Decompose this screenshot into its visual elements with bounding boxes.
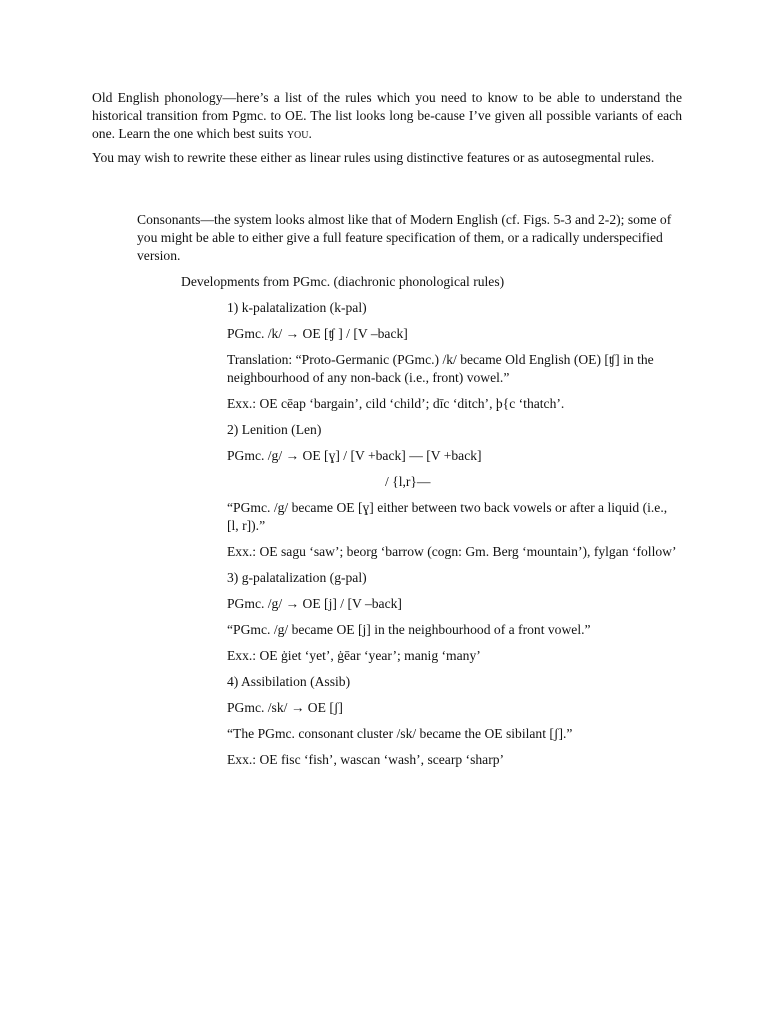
rule-kpal-examples: Exx.: OE cēap ‘bargain’, cild ‘child’; dīc ‘ditch’, þ{c ‘thatch’. — [227, 396, 565, 411]
rule-assib-translation: “The PGmc. consonant cluster /sk/ became the OE sibilant [ʃ].” — [227, 726, 573, 741]
developments-heading: Developments from PGmc. (diachronic phonological rules) — [181, 274, 505, 289]
intro-paragraph-2: You may wish to rewrite these either as linear rules using distinctive features or as autosegmental rules. — [92, 150, 655, 165]
rule-gpal-title: 3) g-palatalization (g-pal) — [227, 570, 367, 585]
rule-gpal-translation: “PGmc. /g/ became OE [j] in the neighbourhood of a front vowel.” — [227, 622, 591, 637]
rule-kpal-formula: PGmc. /k/ → OE [ʧ ] / [V –back] — [227, 326, 408, 341]
rules-list — [227, 299, 679, 777]
rule-assib-formula: PGmc. /sk/ → OE [ʃ] — [227, 700, 343, 715]
rule-assib-title: 4) Assibilation (Assib) — [227, 674, 351, 689]
rule-len-formula-environment: / {l,r}— — [385, 474, 431, 489]
rule-gpal-formula: PGmc. /g/ → OE [j] / [V –back] — [227, 596, 402, 611]
rule-len-title: 2) Lenition (Len) — [227, 422, 322, 437]
rule-len-formula: PGmc. /g/ → OE [ɣ] / [V +back] — [V +back] — [227, 448, 482, 463]
intro-paragraph-1 — [92, 89, 682, 143]
consonants-paragraph: Consonants—the system looks almost like that of Modern English (cf. Figs. 5-3 and 2-2); some of you might be able to either give a full feature specification of them, or a radically underspecified version. — [137, 212, 672, 263]
intro-section — [92, 89, 682, 173]
intro-paragraph-1-text: Old English phonology—here’s a list of the rules which you need to know to be able to understand the historical transition from Pgmc. to OE. The list looks long be-cause I’ve given all possible variants of each one. Learn the one which best suits — [92, 90, 682, 141]
rule-assib-examples: Exx.: OE fisc ‘fish’, wascan ‘wash’, scearp ‘sharp’ — [227, 752, 505, 767]
rule-kpal-title: 1) k-palatalization (k-pal) — [227, 300, 367, 315]
rule-len-examples: Exx.: OE sagu ‘saw’; beorg ‘barrow (cogn: Gm. Berg ‘mountain’), fylgan ‘follow’ — [227, 544, 677, 559]
rule-kpal-translation: Translation: “Proto-Germanic (PGmc.) /k/ became Old English (OE) [ʧ] in the neighbourhood of any non-back (i.e., front) vowel.” — [227, 352, 654, 385]
rule-len-translation: “PGmc. /g/ became OE [ɣ] either between two back vowels or after a liquid (i.e., [l, r]).” — [227, 500, 668, 533]
intro-paragraph-1-end: you. — [286, 126, 312, 141]
rule-gpal-examples: Exx.: OE ġiet ‘yet’, ġēar ‘year’; manig ‘many’ — [227, 648, 481, 663]
